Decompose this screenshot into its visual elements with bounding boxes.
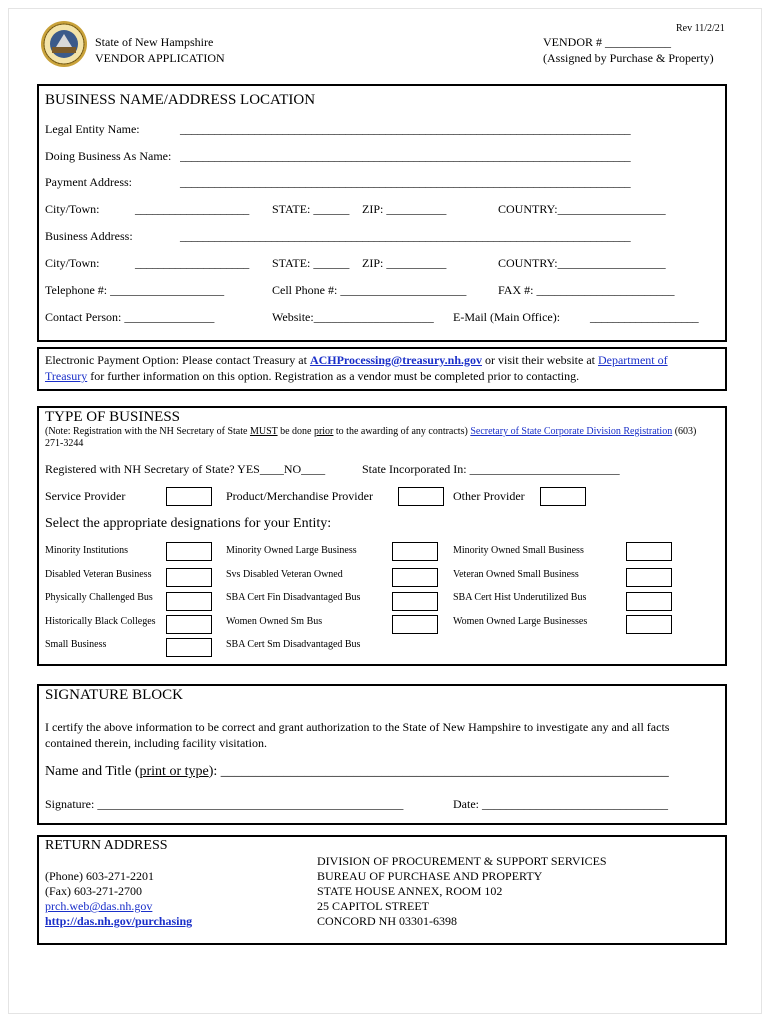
designation-checkbox[interactable] <box>166 638 212 657</box>
note-prior: prior <box>313 426 334 437</box>
legal-entity-label: Legal Entity Name: <box>45 122 140 136</box>
state-name: State of New Hampshire <box>95 35 214 49</box>
designation-label: Historically Black Colleges <box>45 616 156 627</box>
designation-label: Small Business <box>45 639 107 650</box>
address-line-4: 25 CAPITOL STREET <box>317 899 430 913</box>
designation-checkbox[interactable] <box>392 542 438 561</box>
signature-section-title: SIGNATURE BLOCK <box>45 687 183 703</box>
website-field[interactable]: Website:____________________ <box>272 310 434 324</box>
designation-checkbox[interactable] <box>166 568 212 587</box>
note-must: MUST <box>249 426 278 437</box>
designation-label: Minority Institutions <box>45 545 129 556</box>
payment-text-1: Electronic Payment Option: Please contact Treasury at <box>45 353 310 367</box>
other-provider-label: Other Provider <box>453 489 525 503</box>
dba-field[interactable]: _______________________________________________________________________________ <box>180 149 631 163</box>
business-zip-field[interactable]: ZIP: __________ <box>362 256 447 270</box>
designation-label: Minority Owned Small Business <box>453 545 584 556</box>
vendor-number-note: (Assigned by Purchase & Property) <box>543 51 714 65</box>
telephone-field[interactable]: Telephone #: ___________________ <box>45 283 225 297</box>
treasury-link-part-2[interactable]: Treasury <box>45 369 88 383</box>
note-text-2: be done <box>277 426 314 437</box>
return-url-link[interactable] <box>45 914 192 929</box>
designation-label: Minority Owned Large Business <box>226 545 357 556</box>
form-title: VENDOR APPLICATION <box>95 51 225 65</box>
designation-checkbox[interactable] <box>626 592 672 611</box>
service-provider-checkbox[interactable] <box>166 487 212 506</box>
payment-option-line-1 <box>45 353 668 368</box>
purchasing-link[interactable]: http://das.nh.gov/purchasing <box>45 914 193 928</box>
return-fax: (Fax) 603-271-2700 <box>45 884 142 898</box>
business-city-label: City/Town: <box>45 256 100 270</box>
type-section-title: TYPE OF BUSINESS <box>45 409 181 425</box>
designation-label: Disabled Veteran Business <box>45 569 152 580</box>
business-section-title: BUSINESS NAME/ADDRESS LOCATION <box>45 92 316 108</box>
other-provider-checkbox[interactable] <box>540 487 586 506</box>
print-or-type-label: print or type <box>139 764 209 779</box>
payment-address-label: Payment Address: <box>45 175 132 189</box>
designation-label: Svs Disabled Veteran Owned <box>226 569 343 580</box>
payment-country-field[interactable]: COUNTRY:__________________ <box>498 202 666 216</box>
revision-date: Rev 11/2/21 <box>676 23 725 34</box>
payment-city-field[interactable]: ____________________ <box>135 202 250 216</box>
dba-label: Doing Business As Name: <box>45 149 172 163</box>
address-line-1: DIVISION OF PROCUREMENT & SUPPORT SERVICES <box>317 854 607 868</box>
email-field[interactable]: ___________________ <box>590 310 699 324</box>
designation-label: Women Owned Sm Bus <box>226 616 323 627</box>
designation-label: SBA Cert Sm Disadvantaged Bus <box>226 639 361 650</box>
ach-email-link[interactable]: ACHProcessing@treasury.nh.gov <box>309 353 482 367</box>
signature-field[interactable]: Signature: ___________________________________________________ <box>45 797 404 811</box>
designation-checkbox[interactable] <box>392 615 438 634</box>
business-address-label: Business Address: <box>45 229 133 243</box>
designation-label: Women Owned Large Businesses <box>453 616 588 627</box>
designation-label: SBA Cert Fin Disadvantaged Bus <box>226 592 361 603</box>
address-line-2: BUREAU OF PURCHASE AND PROPERTY <box>317 869 543 883</box>
designation-checkbox[interactable] <box>626 542 672 561</box>
return-email-link[interactable] <box>45 899 152 914</box>
nh-state-seal-icon <box>40 20 88 68</box>
designation-label: Veteran Owned Small Business <box>453 569 579 580</box>
note-text-1: (Note: Registration with the NH Secretary of State <box>45 426 250 437</box>
email-label: E-Mail (Main Office): <box>453 310 561 324</box>
certify-line-1: I certify the above information to be correct and grant authorization to the State of New Hampshire to investigate any and all facts <box>45 720 670 734</box>
cell-phone-field[interactable]: Cell Phone #: _____________________ <box>272 283 467 297</box>
designations-heading: Select the appropriate designations for your Entity: <box>45 516 332 531</box>
product-provider-checkbox[interactable] <box>398 487 444 506</box>
address-line-3: STATE HOUSE ANNEX, ROOM 102 <box>317 884 503 898</box>
email-link[interactable]: prch.web@das.nh.gov <box>45 899 153 913</box>
contact-person-field[interactable]: Contact Person: _______________ <box>45 310 215 324</box>
sos-phone: 271-3244 <box>45 438 84 449</box>
fax-field[interactable]: FAX #: _______________________ <box>498 283 675 297</box>
treasury-link-part-1[interactable]: Department of <box>597 353 668 367</box>
business-country-field[interactable]: COUNTRY:__________________ <box>498 256 666 270</box>
payment-zip-field[interactable]: ZIP: __________ <box>362 202 447 216</box>
payment-state-field[interactable]: STATE: ______ <box>272 202 350 216</box>
business-address-field[interactable]: _______________________________________________________________________________ <box>180 229 631 243</box>
return-address-title: RETURN ADDRESS <box>45 838 168 853</box>
legal-entity-field[interactable]: _______________________________________________________________________________ <box>180 122 631 136</box>
certify-line-2: contained therein, including facility visitation. <box>45 736 267 750</box>
service-provider-label: Service Provider <box>45 489 126 503</box>
payment-text-2: or visit their website at <box>482 353 598 367</box>
business-city-field[interactable]: ____________________ <box>135 256 250 270</box>
product-provider-label: Product/Merchandise Provider <box>226 489 373 503</box>
state-incorporated-field[interactable]: State Incorporated In: _________________________ <box>362 462 620 476</box>
note-text-4: (603) <box>672 426 697 437</box>
designation-checkbox[interactable] <box>166 592 212 611</box>
sos-note-line-1 <box>45 426 696 437</box>
designation-checkbox[interactable] <box>626 615 672 634</box>
designation-checkbox[interactable] <box>626 568 672 587</box>
address-line-5: CONCORD NH 03301-6398 <box>317 914 458 928</box>
type-of-business-section <box>37 406 727 666</box>
designation-checkbox[interactable] <box>166 542 212 561</box>
name-title-label: Name and Title ( <box>45 764 140 779</box>
date-field[interactable]: Date: _______________________________ <box>453 797 668 811</box>
name-title-line: ): ________________________________________________________________ <box>208 764 669 779</box>
payment-city-label: City/Town: <box>45 202 100 216</box>
designation-label: SBA Cert Hist Underutilized Bus <box>453 592 587 603</box>
designation-checkbox[interactable] <box>392 592 438 611</box>
payment-address-field[interactable]: _______________________________________________________________________________ <box>180 175 631 189</box>
vendor-number-field[interactable]: VENDOR # ___________ <box>543 35 671 49</box>
designation-label: Physically Challenged Bus <box>45 592 153 603</box>
designation-checkbox[interactable] <box>166 615 212 634</box>
note-text-3: to the awarding of any contracts) <box>333 426 471 437</box>
business-state-field[interactable]: STATE: ______ <box>272 256 350 270</box>
payment-option-line-2 <box>45 369 579 384</box>
name-title-field[interactable] <box>45 764 669 780</box>
sos-registration-link[interactable]: Secretary of State Corporate Division Registration <box>470 426 673 437</box>
return-phone: (Phone) 603-271-2201 <box>45 869 154 883</box>
registered-sos-field[interactable]: Registered with NH Secretary of State? YES____NO____ <box>45 462 326 476</box>
payment-text-3: for further information on this option. Registration as a vendor must be completed prior to contacting. <box>87 369 580 383</box>
designation-checkbox[interactable] <box>392 568 438 587</box>
